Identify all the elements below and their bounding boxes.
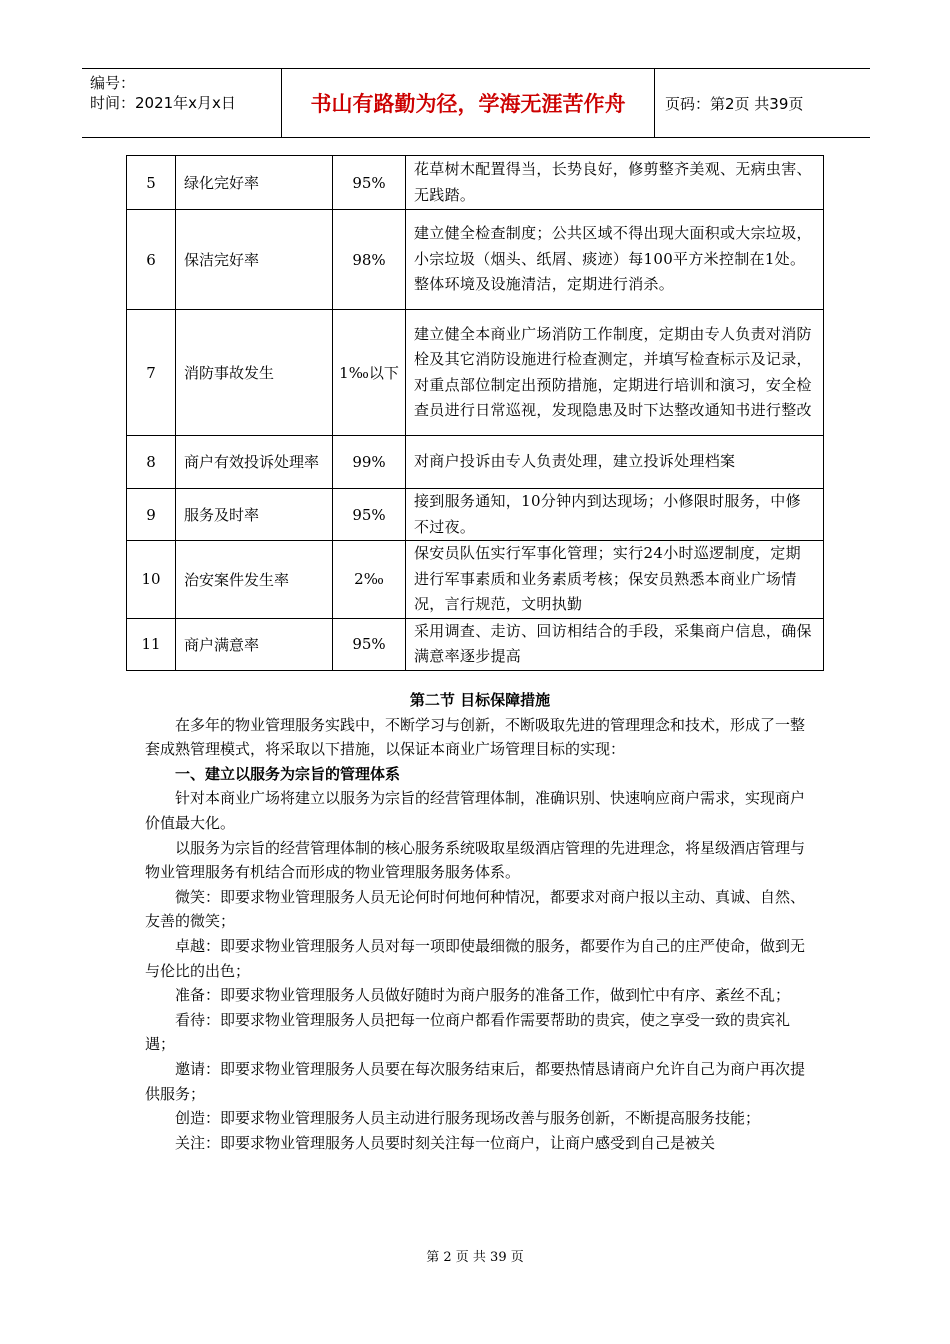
row-value: 95% [333, 618, 406, 670]
table-row [127, 310, 824, 436]
row-item: 商户满意率 [176, 618, 333, 670]
table-row [127, 210, 824, 310]
row-description: 采用调查、走访、回访相结合的手段，采集商户信息，确保满意率逐步提高 [406, 618, 824, 670]
row-number: 7 [127, 310, 176, 436]
row-item: 消防事故发生 [176, 310, 333, 436]
paragraph: 创造：即要求物业管理服务人员主动进行服务现场改善与服务创新，不断提高服务技能； [175, 1109, 761, 1128]
row-description: 对商户投诉由专人负责处理，建立投诉处理档案 [406, 436, 824, 489]
paragraph: 针对本商业广场将建立以服务为宗旨的经营管理体制，准确识别、快速响应商户需求，实现商户价值最大化。 [145, 789, 806, 832]
header-meta [82, 69, 282, 137]
row-description: 接到服务通知，10分钟内到达现场；小修限时服务，中修不过夜。 [406, 489, 824, 541]
paragraph: 微笑：即要求物业管理服务人员无论何时何地何种情况，都要求对商户报以主动、真诚、自然、友善的微笑； [145, 887, 806, 931]
paragraph: 关注：即要求物业管理服务人员要时刻关注每一位商户，让商户感受到自己是被关 [175, 1133, 716, 1152]
row-value: 95% [333, 156, 406, 210]
row-number: 10 [127, 541, 176, 619]
row-item: 服务及时率 [176, 489, 333, 541]
paragraph: 以服务为宗旨的经营管理体制的核心服务系统吸取星级酒店管理的先进理念，将星级酒店管理与物业管理服务有机结合而形成的物业管理服务服务体系。 [145, 838, 806, 882]
table-row [127, 156, 824, 210]
document-body [145, 688, 815, 1155]
row-item: 商户有效投诉处理率 [176, 436, 333, 489]
row-number: 9 [127, 489, 176, 541]
row-description: 花草树木配置得当，长势良好，修剪整齐美观、无病虫害、无践踏。 [406, 156, 824, 210]
table-row [127, 541, 824, 619]
document-date: 时间：2021年x月x日 [90, 94, 236, 112]
row-value: 95% [333, 489, 406, 541]
paragraph: 卓越：即要求物业管理服务人员对每一项即使最细微的服务，都要作为自己的庄严使命，做到无与伦比的出色； [145, 936, 806, 980]
table-row [127, 436, 824, 489]
row-description: 保安员队伍实行军事化管理；实行24小时巡逻制度，定期进行军事素质和业务素质考核；保安员熟悉本商业广场情况，言行规范，文明执勤 [406, 541, 824, 619]
page-footer: 第 2 页 共 39 页 [426, 1250, 524, 1265]
paragraph: 看待：即要求物业管理服务人员把每一位商户都看作需要帮助的贵宾，使之享受一致的贵宾礼遇； [145, 1010, 791, 1054]
page-header [82, 68, 870, 138]
row-item: 绿化完好率 [176, 156, 333, 210]
section-title: 第二节 目标保障措施 [409, 691, 551, 709]
document-number-label: 编号： [90, 74, 136, 92]
header-motto: 书山有路勤为径，学海无涯苦作舟 [282, 69, 655, 137]
row-number: 5 [127, 156, 176, 210]
row-number: 8 [127, 436, 176, 489]
row-item: 治安案件发生率 [176, 541, 333, 619]
row-value: 99% [333, 436, 406, 489]
intro-paragraph: 在多年的物业管理服务实践中，不断学习与创新，不断吸取先进的管理理念和技术，形成了一整套成熟管理模式，将采取以下措施，以保证本商业广场管理目标的实现： [145, 715, 806, 759]
row-value: 98% [333, 210, 406, 310]
row-description: 建立健全本商业广场消防工作制度，定期由专人负责对消防栓及其它消防设施进行检查测定，并填写检查标示及记录，对重点部位制定出预防措施，定期进行培训和演习，安全检查员进行日常巡视，发现隐患及时下达整改通知书进行整改 [406, 310, 824, 436]
row-number: 6 [127, 210, 176, 310]
row-value: 1‰以下 [333, 310, 406, 436]
paragraph: 准备：即要求物业管理服务人员做好随时为商户服务的准备工作，做到忙中有序、紊丝不乱； [175, 986, 791, 1005]
row-value: 2‰ [333, 541, 406, 619]
table-row [127, 618, 824, 670]
table-row [127, 489, 824, 541]
row-number: 11 [127, 618, 176, 670]
header-page-info: 页码：第2页 共39页 [665, 94, 804, 113]
target-indicator-table [126, 155, 824, 671]
heading-1: 一、建立以服务为宗旨的管理体系 [175, 764, 401, 783]
row-description: 建立健全检查制度；公共区域不得出现大面积或大宗垃圾，小宗垃圾（烟头、纸屑、痰迹）每100平方米控制在1处。整体环境及设施清洁，定期进行消杀。 [406, 210, 824, 310]
row-item: 保洁完好率 [176, 210, 333, 310]
paragraph: 邀请：即要求物业管理服务人员要在每次服务结束后，都要热情恳请商户允许自己为商户再次提供服务； [145, 1059, 806, 1103]
